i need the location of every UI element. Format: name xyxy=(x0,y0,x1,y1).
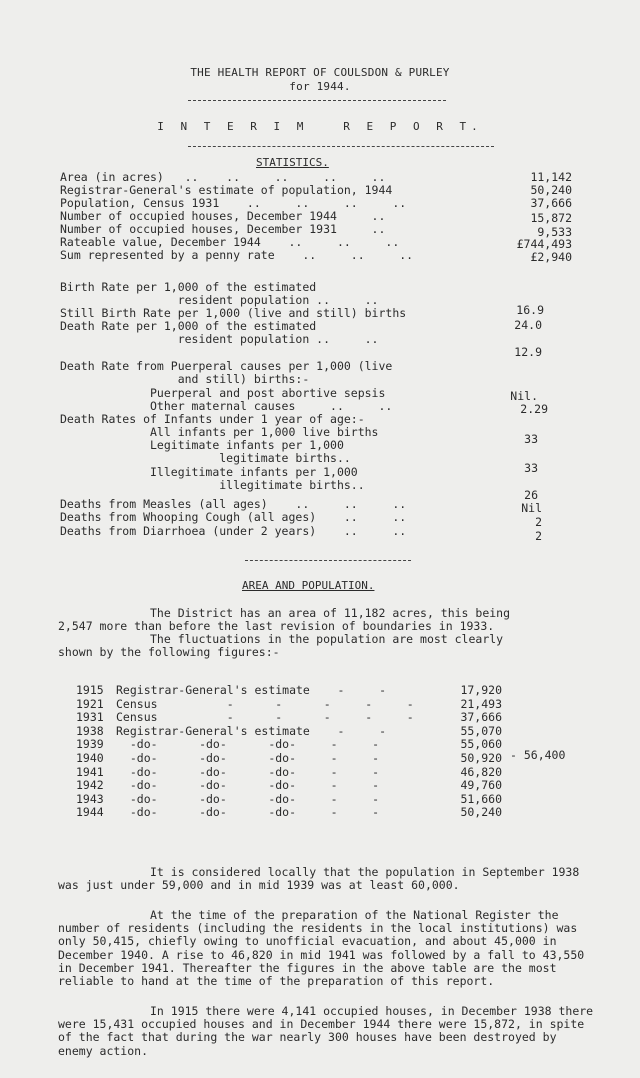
rate-value: Nil xyxy=(521,501,542,515)
population-year: 1941 xyxy=(76,764,104,779)
population-source: Registrar-General's estimate - - xyxy=(116,723,387,738)
rate-label: Puerperal and post abortive sepsis xyxy=(60,386,386,400)
stat-value: 15,872 xyxy=(530,211,572,225)
stat-value: 50,240 xyxy=(530,183,572,197)
intro-text: The fluctuations in the population are most clearly xyxy=(150,632,504,646)
rate-value: 2 xyxy=(535,529,542,543)
rate-label: resident population .. .. xyxy=(60,332,379,346)
rate-label: Birth Rate per 1,000 of the estimated xyxy=(60,280,317,294)
report-title: THE HEALTH REPORT OF COULSDON & PURLEY xyxy=(190,66,450,79)
rate-value: 33 xyxy=(524,461,538,475)
population-year: 1942 xyxy=(76,778,104,793)
divider xyxy=(245,560,411,561)
stat-value: 9,533 xyxy=(537,225,572,239)
rate-label: and still) births:- xyxy=(60,372,310,386)
population-year: 1938 xyxy=(76,723,104,738)
rate-value: Nil. xyxy=(510,389,538,403)
statistics-heading: STATISTICS. xyxy=(256,156,329,169)
population-source: -do- -do- -do- - - xyxy=(116,737,380,752)
population-year: 1931 xyxy=(76,710,104,725)
stat-label: Registrar-General's estimate of population, 1944 xyxy=(60,183,393,197)
rate-value: 24.0 xyxy=(514,318,542,332)
paragraph: In 1915 there were 4,141 occupied houses, in December 1938 there were 15,431 occupied houses and in December 1944 there were 15,872, in spite of the fact that during the war nearly 300 houses have been destroyed by enemy action. xyxy=(58,1004,594,1058)
population-value: 49,760 xyxy=(460,778,502,793)
rate-label: Legitimate infants per 1,000 xyxy=(60,438,344,452)
rate-value: 12.9 xyxy=(514,345,542,359)
rate-label: Illegitimate infants per 1,000 xyxy=(60,465,358,479)
rate-label: illegitimate births.. xyxy=(60,478,365,492)
population-source: -do- -do- -do- - - xyxy=(116,778,380,793)
rate-value: 33 xyxy=(524,432,538,446)
rate-value: 2.29 xyxy=(520,402,548,416)
rate-label: All infants per 1,000 live births xyxy=(60,425,379,439)
population-source: Registrar-General's estimate - - xyxy=(116,683,387,697)
population-year: 1940 xyxy=(76,751,104,765)
stat-label: Number of occupied houses, December 1944 .. xyxy=(60,209,386,223)
stat-label: Sum represented by a penny rate .. .. .. xyxy=(60,248,414,262)
rate-label: Death Rates of Infants under 1 year of age:- xyxy=(60,412,365,426)
stat-value: £2,940 xyxy=(530,250,572,264)
rate-label: Deaths from Diarrhoea (under 2 years) .. .. xyxy=(60,524,407,538)
population-value: 17,920 xyxy=(460,683,502,697)
rate-value: 16.9 xyxy=(516,303,544,317)
population-source: Census - - - - - xyxy=(116,710,414,725)
population-source: -do- -do- -do- - - xyxy=(116,791,380,806)
paragraph: At the time of the preparation of the National Register the number of residents (including the residents in the local institutions) was only 50,415, chiefly owing to unofficial evacuation, and about 45,000 in December 1940. A rise to 46,820 in mid 1941 was followed by a fall to 43,550 in December 1941. Thereafter the figures in the above table are the most reliable to hand at the time of the preparation of this report. xyxy=(58,908,585,989)
population-year: 1944 xyxy=(76,805,104,820)
intro-text: The District has an area of 11,182 acres, this being xyxy=(150,606,511,620)
rate-label: Other maternal causes .. .. xyxy=(60,399,393,413)
rate-value: 26 xyxy=(524,488,538,502)
population-year: 1921 xyxy=(76,696,104,711)
population-value: 37,666 xyxy=(460,710,502,725)
stat-label: Population, Census 1931 .. .. .. .. xyxy=(60,196,407,210)
stat-value: 11,142 xyxy=(530,170,572,184)
stat-label: Number of occupied houses, December 1931 .. xyxy=(60,222,386,236)
area-population-heading: AREA AND POPULATION. xyxy=(242,579,375,592)
population-value: 50,240 xyxy=(460,805,502,820)
population-value: 55,060 xyxy=(460,737,502,752)
rate-value: 2 xyxy=(535,515,542,529)
population-source: Census - - - - - xyxy=(116,696,414,711)
population-source: -do- -do- -do- - - xyxy=(116,751,380,765)
intro-text: shown by the following figures:- xyxy=(58,645,280,659)
population-value: 46,820 xyxy=(460,764,502,779)
stat-value: £744,493 xyxy=(516,237,572,251)
population-source: -do- -do- -do- - - xyxy=(116,805,380,820)
population-value: 21,493 xyxy=(460,696,502,711)
report-type: I N T E R I M R E P O R T. xyxy=(157,120,483,133)
paragraph: It is considered locally that the population in September 1938 was just under 59,000 and in mid 1939 was at least 60,000. xyxy=(58,865,580,893)
stat-label: Area (in acres) .. .. .. .. .. xyxy=(60,170,386,184)
rate-label: Still Birth Rate per 1,000 (live and still) births xyxy=(60,306,407,320)
rate-label: Deaths from Measles (all ages) .. .. .. xyxy=(60,497,407,511)
population-year: 1943 xyxy=(76,791,104,806)
population-value: 51,660 xyxy=(460,791,502,806)
intro-text: 2,547 more than before the last revision of boundaries in 1933. xyxy=(58,619,495,633)
rate-label: Death Rate from Puerperal causes per 1,000 (live xyxy=(60,359,393,373)
rate-label: Death Rate per 1,000 of the estimated xyxy=(60,319,317,333)
population-source: -do- -do- -do- - - xyxy=(116,764,380,779)
population-value: 55,070 xyxy=(460,723,502,738)
stat-value: 37,666 xyxy=(530,196,572,210)
population-year: 1915 xyxy=(76,683,104,697)
rate-label: Deaths from Whooping Cough (all ages) .. .. xyxy=(60,510,407,524)
population-value: 50,920 xyxy=(460,751,502,765)
range-note: - 56,400 xyxy=(510,748,566,762)
rate-label: legitimate births.. xyxy=(60,451,351,465)
rate-label: resident population .. .. xyxy=(60,293,379,307)
divider xyxy=(188,146,494,147)
stat-label: Rateable value, December 1944 .. .. .. xyxy=(60,235,400,249)
divider xyxy=(188,100,446,101)
report-year: for 1944. xyxy=(289,80,351,93)
population-year: 1939 xyxy=(76,737,104,752)
